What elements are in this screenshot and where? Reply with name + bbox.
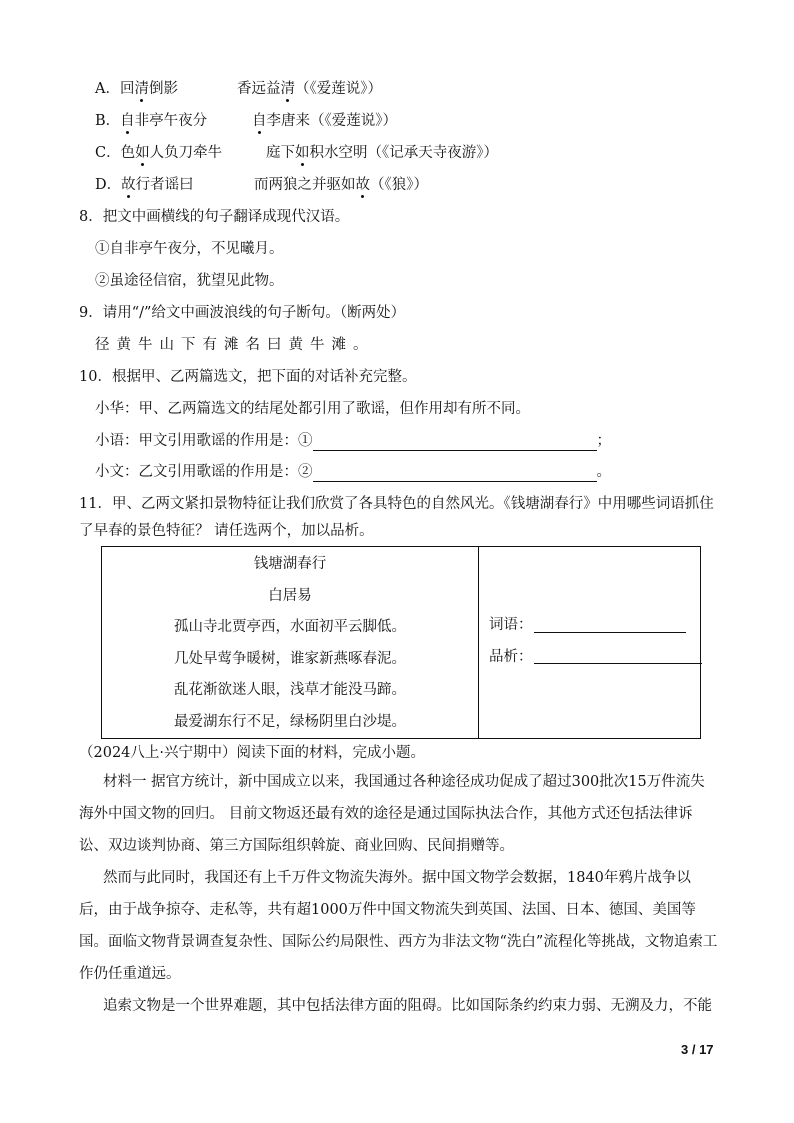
question-11-line-1: 11．甲、乙两文紧扣景物特征让我们欣赏了各具特色的自然风光。《钱塘湖春行》中用哪些词语抓住 bbox=[79, 496, 714, 512]
material-paragraph-1: 材料一 据官方统计，新中国成立以来，我国通过各种途径成功促成了超过300批次15万件流失海外中国文物的回归。 目前文物返还最有效的途径是通过国际执法合作，其他方式还包括法律诉讼、双边谈判协商、第三方国际组织斡旋、商业回购、民间捐赠等。 bbox=[79, 774, 705, 854]
question-8-item-2: ②虽途径信宿，犹望见此物。 bbox=[95, 273, 284, 289]
option-a-text: A．回 bbox=[95, 81, 135, 97]
dialogue-xiaowen-text: 小文：乙文引用歌谣的作用是：② bbox=[95, 464, 313, 480]
poem-table bbox=[101, 546, 701, 739]
option-d-source: （《狼》） bbox=[370, 177, 428, 193]
pinxi-answer-line[interactable] bbox=[534, 662, 702, 664]
poem-line: 乱花渐欲迷人眼，浅草才能没马蹄。 bbox=[174, 682, 406, 698]
poem-line: 孤山寺北贾亭西，水面初平云脚低。 bbox=[174, 619, 406, 635]
pinxi-label: 品析： bbox=[489, 649, 533, 665]
ciyu-answer-line[interactable] bbox=[534, 631, 686, 633]
dotted-char: 自 bbox=[252, 113, 267, 129]
material-heading: （2024八上·兴宁期中）阅读下面的材料，完成小题。 bbox=[79, 745, 426, 761]
option-a-source: （《爱莲说》） bbox=[295, 81, 382, 97]
poem-line: 最爱湖东行不足，绿杨阴里白沙堤。 bbox=[174, 713, 406, 730]
option-a-text: 倒影 bbox=[148, 81, 178, 97]
dotted-char: 清 bbox=[280, 81, 295, 97]
dotted-char: 故 bbox=[355, 177, 370, 193]
option-d-pair-text: 而两狼之并驱如 bbox=[254, 177, 356, 193]
option-b bbox=[95, 111, 207, 131]
option-c-pair-text: 积水空明（《记承天寺夜游》） bbox=[309, 145, 498, 161]
dialogue-xiaoyu bbox=[95, 431, 611, 451]
punctuation: 。 bbox=[596, 464, 611, 480]
answer-cell bbox=[479, 547, 701, 739]
option-d-text: 行者谣曰 bbox=[135, 177, 194, 193]
question-8-item-1: ①自非亭午夜分，不见曦月。 bbox=[95, 241, 284, 257]
option-c bbox=[95, 143, 222, 163]
poem-cell bbox=[102, 547, 479, 739]
answer-blank-2[interactable] bbox=[313, 465, 597, 482]
option-b-text: 非亭午夜分 bbox=[134, 113, 208, 129]
question-8-prompt: 8．把文中画横线的句子翻译成现代汉语。 bbox=[79, 209, 350, 225]
question-9-sentence: 径黄牛山下有滩名曰黄牛滩。 bbox=[95, 337, 375, 353]
option-c-pair bbox=[266, 143, 498, 163]
poem-title: 钱塘湖春行 bbox=[253, 556, 327, 572]
dotted-char: 如 bbox=[135, 145, 150, 161]
dotted-char: 故 bbox=[121, 177, 136, 193]
option-d-pair bbox=[254, 175, 428, 195]
question-11-line-2: 了早春的景色特征？ 请任选两个，加以品析。 bbox=[79, 523, 374, 539]
punctuation: ； bbox=[596, 433, 611, 449]
poem-author: 白居易 bbox=[268, 587, 312, 604]
dialogue-xiaohua: 小华：甲、乙两篇选文的结尾处都引用了歌谣，但作用却有所不同。 bbox=[95, 401, 530, 417]
answer-blank-1[interactable] bbox=[313, 434, 597, 451]
question-10-prompt: 10．根据甲、乙两篇选文，把下面的对话补充完整。 bbox=[79, 369, 417, 385]
dotted-char: 自 bbox=[120, 113, 135, 129]
dialogue-xiaowen bbox=[95, 462, 611, 482]
option-a bbox=[95, 79, 178, 99]
poem-line: 几处早莺争暖树，谁家新燕啄春泥。 bbox=[174, 650, 406, 667]
ciyu-label: 词语： bbox=[489, 617, 533, 633]
option-c-text: 人负刀牵牛 bbox=[149, 145, 223, 161]
material-paragraph-2: 然而与此同时，我国还有上千万件文物流失海外。据中国文物学会数据，1840年鸦片战争以后，由于战争掠夺、走私等，共有超1000万件中国文物流失到英国、法国、日本、德国、美国等国。面临文物背景调查复杂性、国际公约局限性、西方为非法文物“洗白”流程化等挑战，文物追索工作仍任重道远。 bbox=[79, 870, 718, 982]
dialogue-xiaoyu-text: 小语：甲文引用歌谣的作用是：① bbox=[95, 433, 313, 449]
option-d-text: D． bbox=[95, 177, 122, 193]
option-c-pair-text: 庭下 bbox=[266, 145, 295, 161]
option-b-text: B． bbox=[95, 113, 121, 129]
question-9-prompt: 9．请用“/”给文中画波浪线的句子断句。（断两处） bbox=[79, 305, 406, 321]
option-b-pair-text: 李唐来（《爱莲说》） bbox=[266, 113, 397, 129]
option-d bbox=[95, 175, 194, 195]
dotted-char: 清 bbox=[134, 81, 149, 97]
option-a-pair bbox=[237, 79, 382, 99]
option-b-pair bbox=[252, 111, 397, 131]
material-paragraph-3: 追索文物是一个世界难题，其中包括法律方面的阻碍。比如国际条约约束力弱、无溯及力，不能 bbox=[103, 998, 712, 1014]
option-c-text: C．色 bbox=[95, 145, 136, 161]
dotted-char: 如 bbox=[295, 145, 310, 161]
option-a-pair-text: 香远益 bbox=[237, 81, 281, 97]
page-number: 3 / 17 bbox=[681, 1042, 714, 1057]
